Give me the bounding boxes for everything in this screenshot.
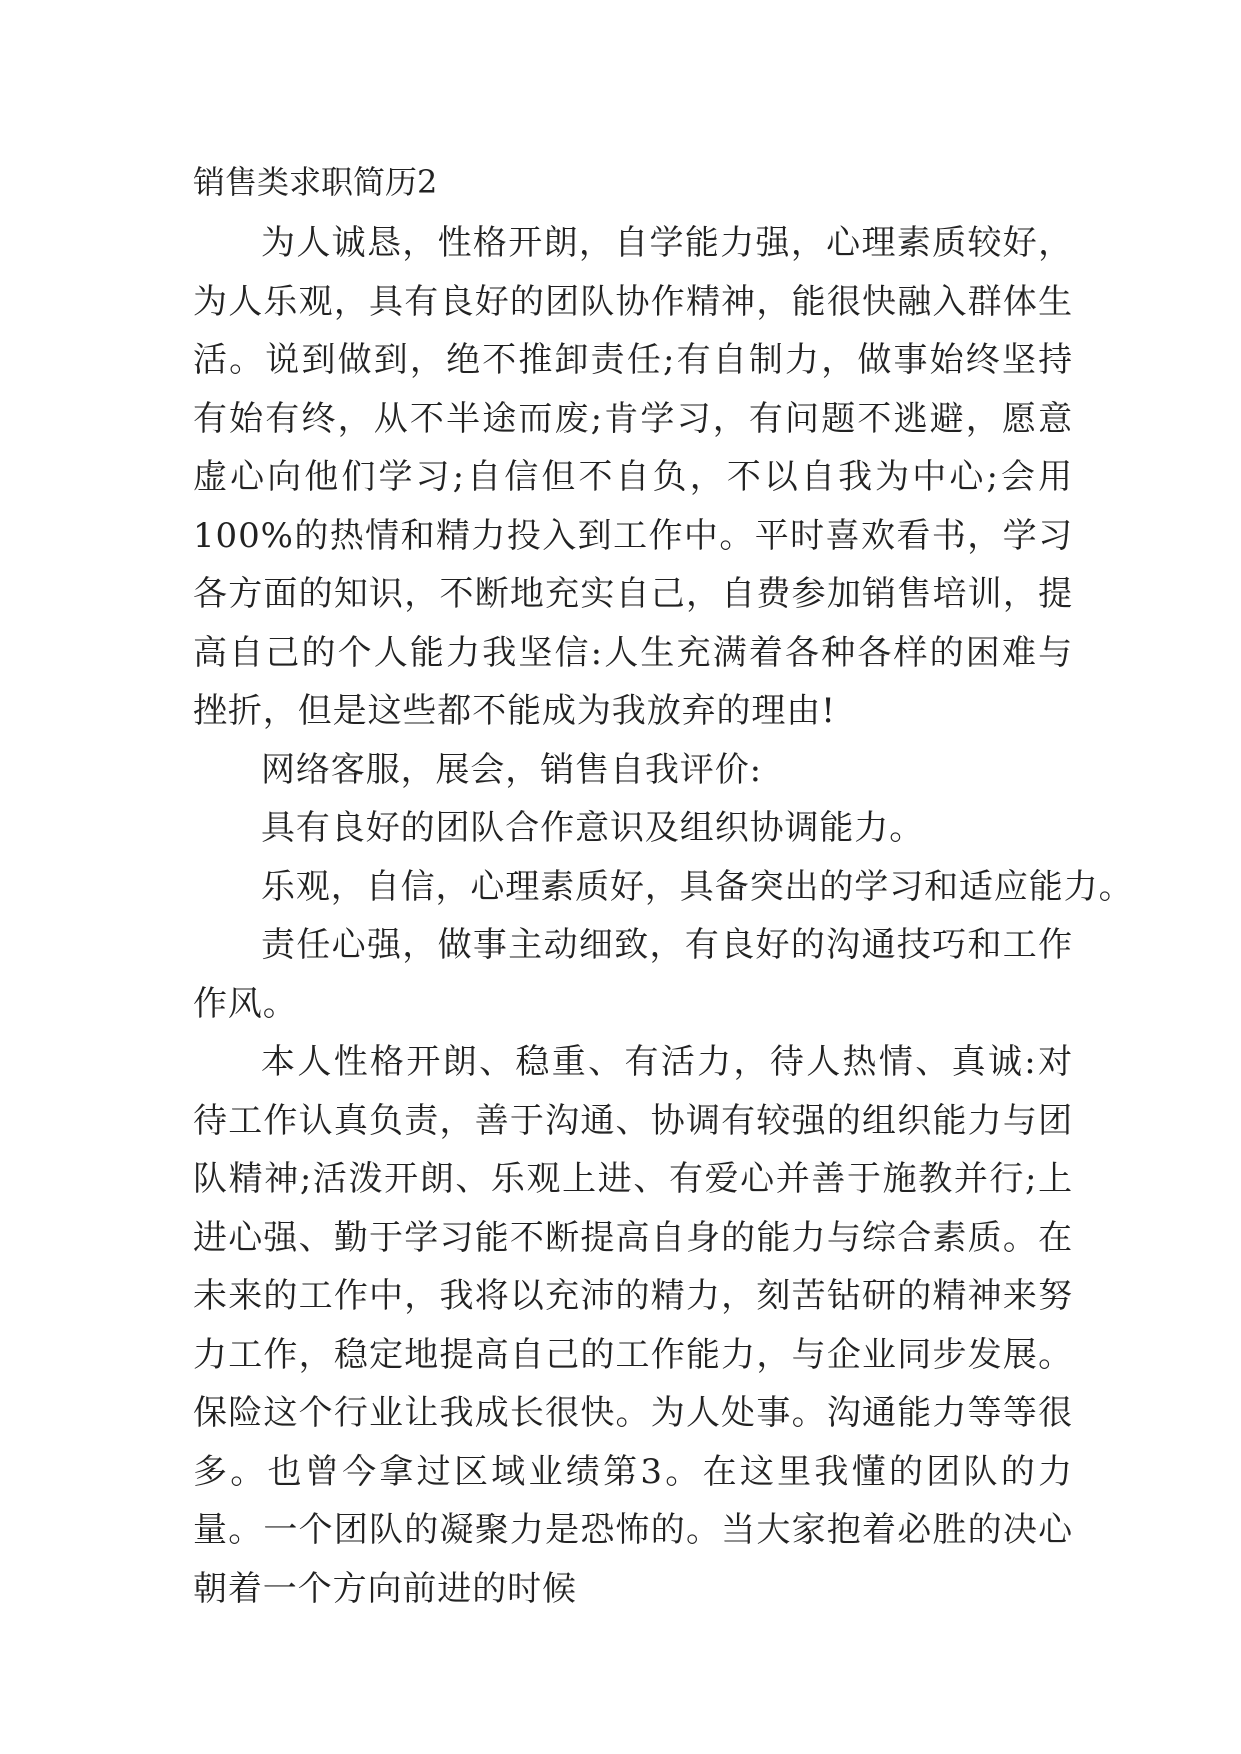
document-title: 销售类求职简历2 bbox=[193, 163, 438, 201]
paragraph-responsibility: 责任心强，做事主动细致，有良好的沟通技巧和工作作风。 bbox=[193, 925, 1073, 1024]
paragraph-self-intro: 为人诚恳，性格开朗，自学能力强，心理素质较好，为人乐观，具有良好的团队协作精神，能很快融入群体生活。说到做到，绝不推卸责任;有自制力，做事始终坚持有始有终，从不半途而废;肯学习，有问题不逃避，愿意虚心向他们学习;自信但不自负，不以自我为中心;会用100%的热情和精力投入到工作中。平时喜欢看书，学习各方面的知识，不断地充实自己，自费参加销售培训，提高自己的个人能力我坚信:人生充满着各种各样的困难与挫折，但是这些都不能成为我放弃的理由! bbox=[193, 223, 1073, 731]
paragraph-optimism: 乐观，自信，心理素质好，具备突出的学习和适应能力。 bbox=[261, 866, 1134, 907]
paragraph-teamwork: 具有良好的团队合作意识及组织协调能力。 bbox=[261, 808, 925, 848]
paragraph-job-types: 网络客服，展会，销售自我评价: bbox=[261, 749, 762, 790]
paragraph-personality: 本人性格开朗、稳重、有活力，待人热情、真诚:对待工作认真负责，善于沟通、协调有较强的组织能力与团队精神;活泼开朗、乐观上进、有爱心并善于施教并行;上进心强、勤于学习能不断提高自身的能力与综合素质。在未来的工作中，我将以充沛的精力，刻苦钻研的精神来努力工作，稳定地提高自己的工作能力，与企业同步发展。保险这个行业让我成长很快。为人处事。沟通能力等等很多。也曾今拿过区域业绩第3。在这里我懂的团队的力量。一个团队的凝聚力是恐怖的。当大家抱着必胜的决心朝着一个方向前进的时候 bbox=[193, 1042, 1073, 1609]
document-page bbox=[193, 160, 1134, 1618]
